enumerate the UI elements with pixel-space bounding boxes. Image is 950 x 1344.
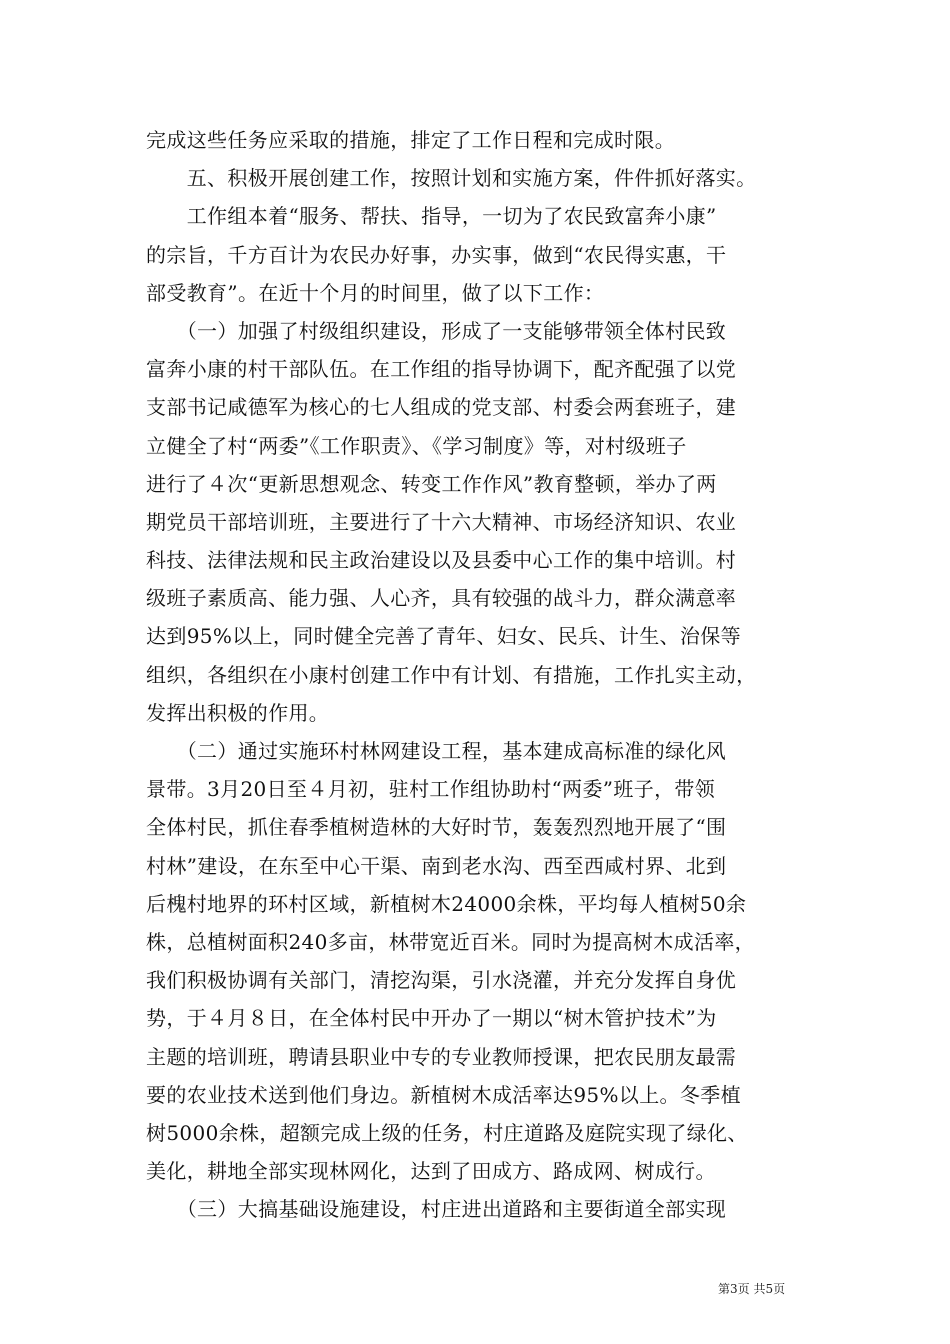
text-line: 部受教育”。在近十个月的时间里，做了以下工作： [146, 280, 605, 305]
text-line: 后槐村地界的环村区域，新植树木24000余株，平均每人植树50余 [146, 891, 747, 916]
text-line: 景带。3月20日至４月初，驻村工作组协助村“两委”班子，带领 [146, 777, 716, 802]
text-line: 的宗旨，千方百计为农民办好事，办实事，做到“农民得实惠，干 [146, 242, 727, 267]
text-line: 美化，耕地全部实现林网化，达到了田成方、路成网、树成行。 [146, 1159, 716, 1184]
text-line: （二）通过实施环村林网建设工程，基本建成高标准的绿化风 [146, 739, 727, 763]
body-text [146, 121, 806, 1228]
text-line: 支部书记咸德军为核心的七人组成的党支部、村委会两套班子，建 [146, 395, 737, 420]
text-line: 要的农业技术送到他们身边。新植树木成活率达95%以上。冬季植 [146, 1082, 741, 1107]
text-line: 村林”建设，在东至中心干渠、南到老水沟、西至西咸村界、北到 [146, 853, 727, 878]
text-line: 级班子素质高、能力强、人心齐，具有较强的战斗力，群众满意率 [146, 586, 737, 611]
text-line: 我们积极协调有关部门，清挖沟渠，引水浇灌，并充分发挥自身优 [146, 968, 737, 993]
text-line: 工作组本着“服务、帮扶、指导，一切为了农民致富奔小康” [146, 204, 717, 229]
text-line: 五、积极开展创建工作，按照计划和实施方案，件件抓好落实。 [146, 166, 757, 191]
page-number: 第3页 共5页 [718, 1282, 786, 1296]
text-line: 主题的培训班，聘请县职业中专的专业教师授课，把农民朋友最需 [146, 1044, 737, 1069]
text-line: 株，总植树面积240多亩，林带宽近百米。同时为提高树木成活率， [146, 929, 756, 954]
text-line: 达到95%以上，同时健全完善了青年、妇女、民兵、计生、治保等 [146, 624, 741, 649]
text-line: 全体村民，抓住春季植树造林的大好时节，轰轰烈烈地开展了“围 [146, 815, 727, 840]
text-line: 势，于４月８日，在全体村民中开办了一期以“树木管护技术”为 [146, 1006, 717, 1031]
text-line: 发挥出积极的作用。 [146, 700, 330, 725]
text-line: 立健全了村“两委”《工作职责》、《学习制度》等，对村级班子 [146, 433, 687, 458]
text-line: 进行了４次“更新思想观念、转变工作作风”教育整顿，举办了两 [146, 471, 717, 496]
text-line: 期党员干部培训班，主要进行了十六大精神、市场经济知识、农业 [146, 509, 737, 534]
text-line: （三）大搞基础设施建设，村庄进出道路和主要街道全部实现 [146, 1197, 727, 1222]
text-line: 富奔小康的村干部队伍。在工作组的指导协调下，配齐配强了以党 [146, 357, 737, 382]
text-line: 科技、法律法规和民主政治建设以及县委中心工作的集中培训。村 [146, 548, 737, 573]
text-line: 组织，各组织在小康村创建工作中有计划、有措施，工作扎实主动， [146, 662, 757, 687]
text-line: （一）加强了村级组织建设，形成了一支能够带领全体村民致 [146, 318, 727, 343]
text-line: 树5000余株，超额完成上级的任务，村庄道路及庭院实现了绿化、 [146, 1120, 748, 1145]
text-line: 完成这些任务应采取的措施，排定了工作日程和完成时限。 [146, 128, 676, 152]
